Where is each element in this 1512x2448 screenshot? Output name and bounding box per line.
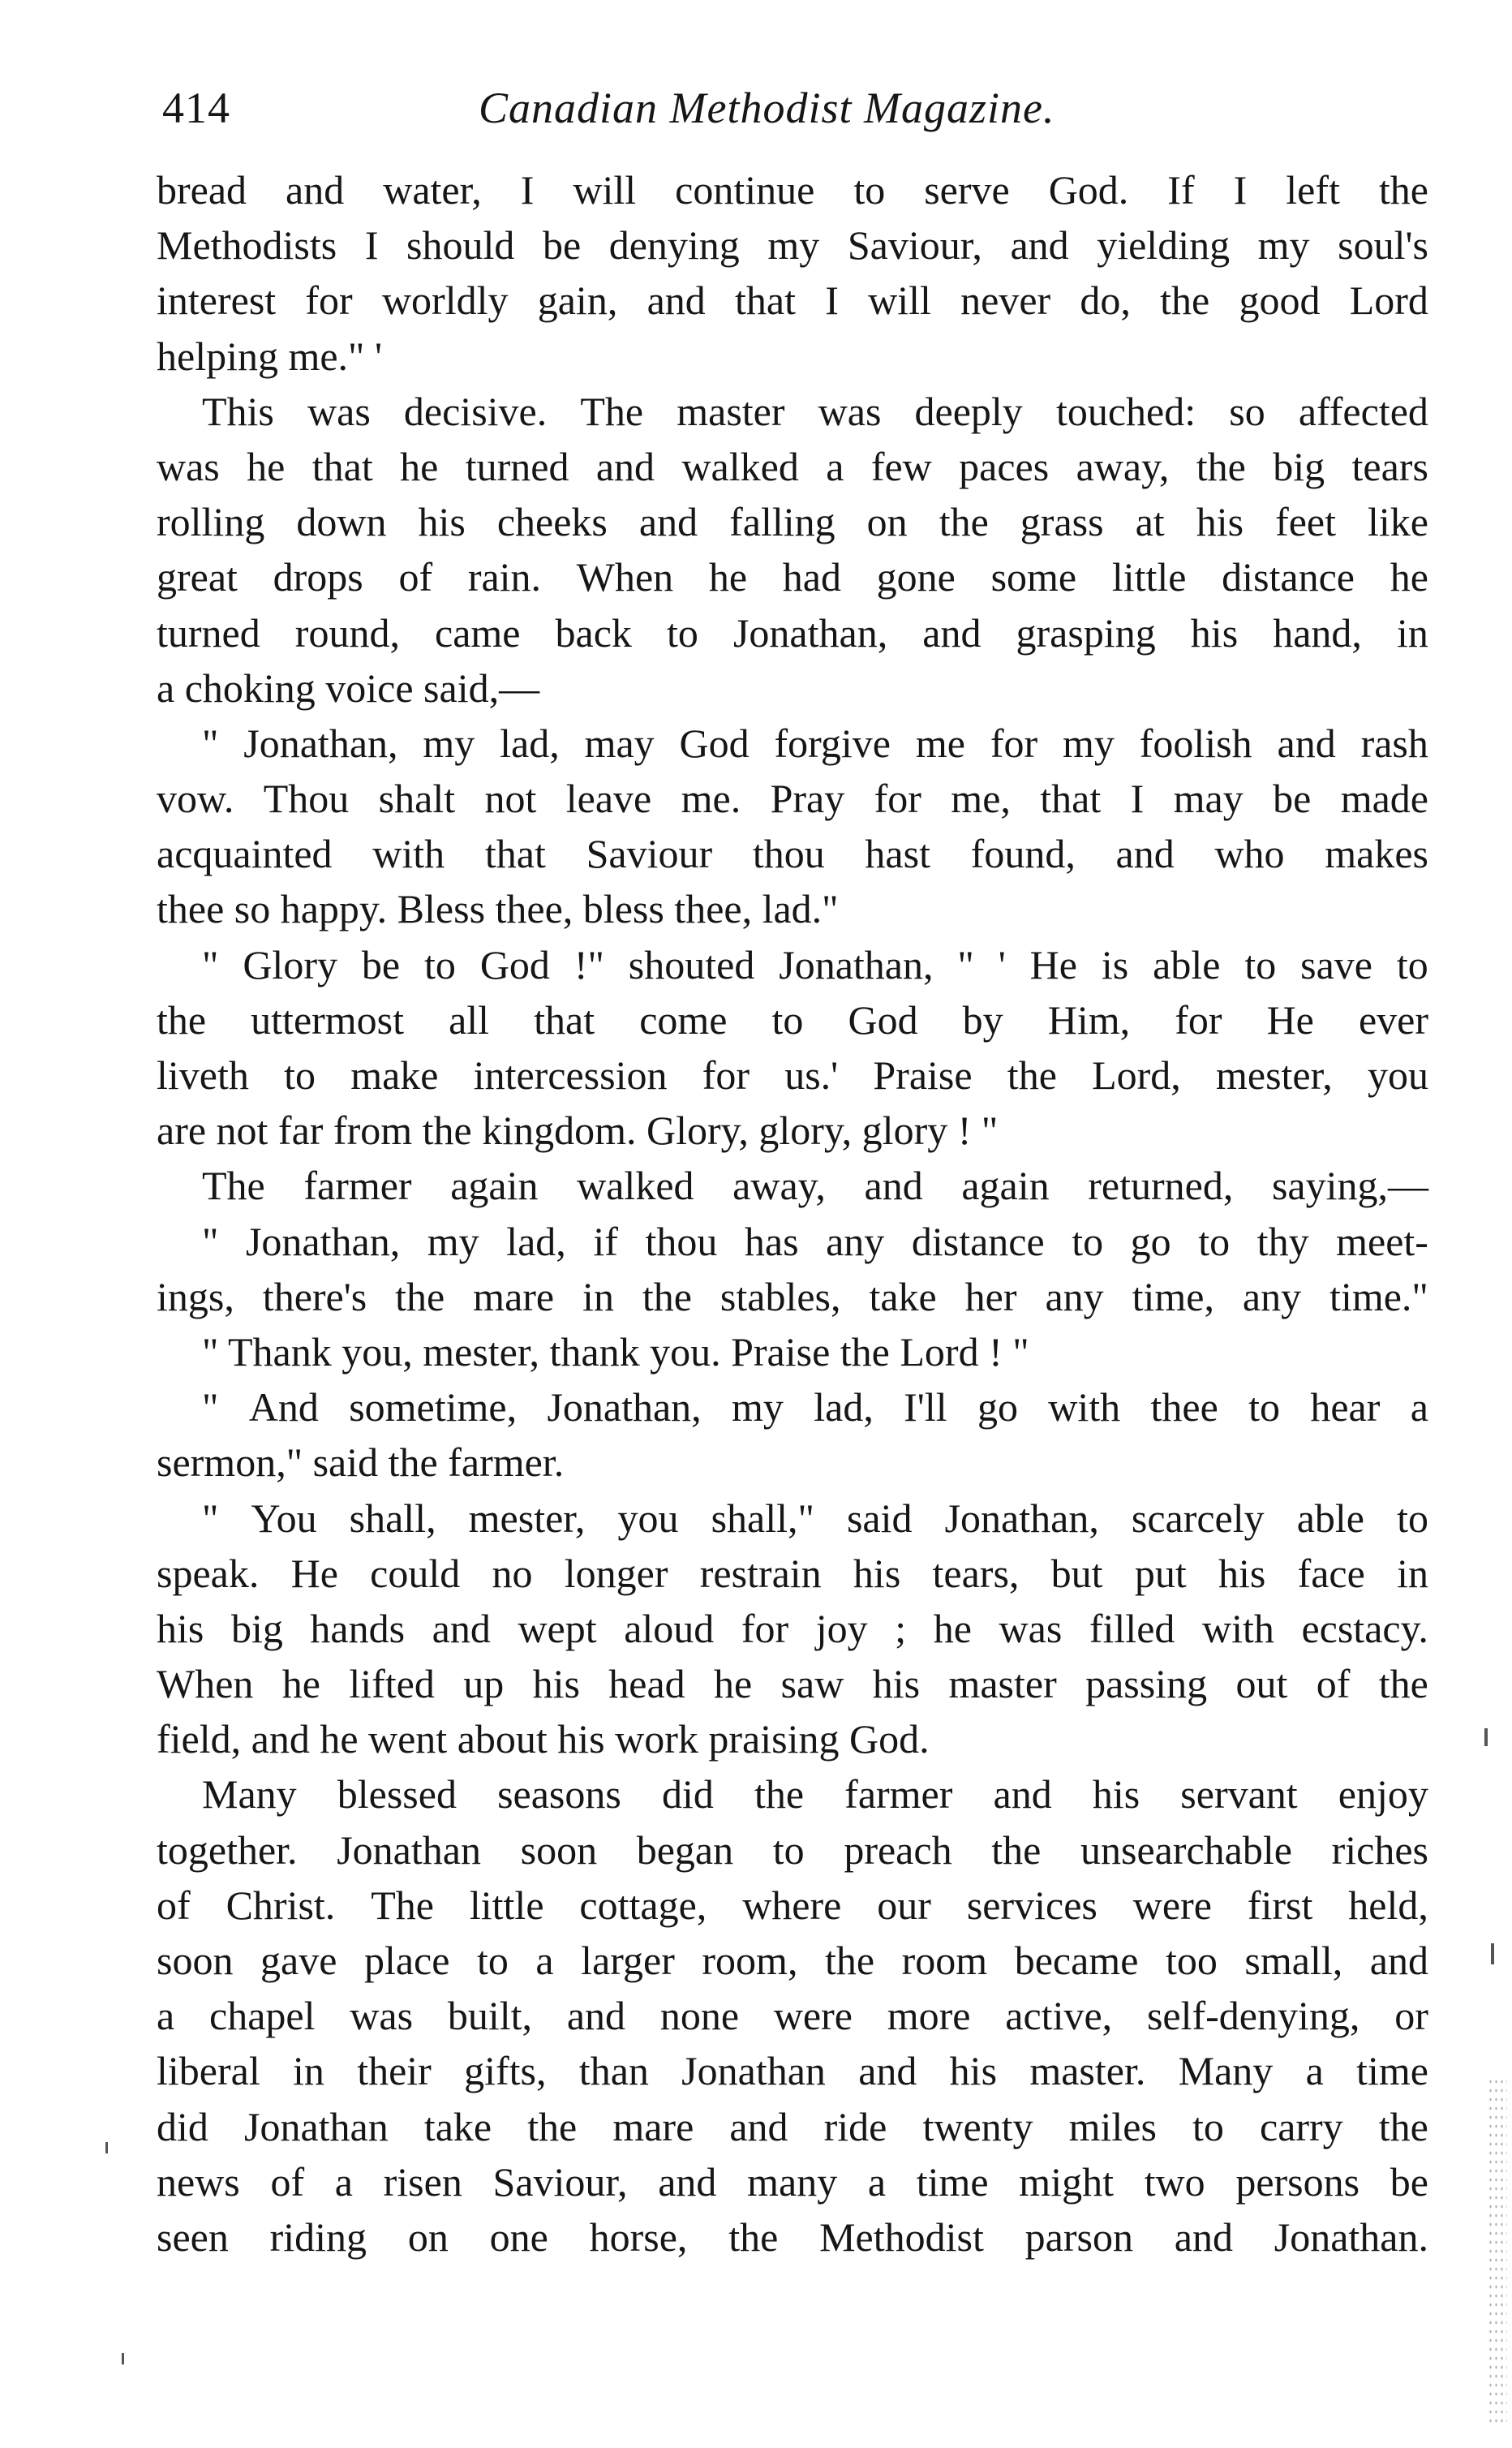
text-line: When he lifted up his head he saw his master passing out of the: [157, 1661, 1428, 1707]
text-line: was he that he turned and walked a few paces away, the big tears: [157, 443, 1428, 489]
text-line: thee so happy. Bless thee, bless thee, lad.": [157, 886, 839, 932]
text-line: vow. Thou shalt not leave me. Pray for me, that I may be made: [157, 776, 1428, 822]
text-line: a choking voice said,—: [157, 665, 540, 711]
body-text: [157, 162, 1428, 2265]
margin-speck: [122, 2353, 124, 2364]
text-line: liberal in their gifts, than Jonathan and his master. Many a time: [157, 2048, 1428, 2094]
text-line: speak. He could no longer restrain his tears, but put his face in: [157, 1550, 1428, 1596]
text-line: news of a risen Saviour, and many a time might two persons be: [157, 2158, 1428, 2205]
text-line: rolling down his cheeks and falling on the grass at his feet like: [157, 499, 1428, 545]
page-header: [162, 71, 1428, 144]
text-line: " Jonathan, my lad, may God forgive me for my foolish and rash: [202, 720, 1428, 766]
text-line: " You shall, mester, you shall," said Jonathan, scarcely able to: [202, 1495, 1428, 1541]
text-line: acquainted with that Saviour thou hast found, and who makes: [157, 831, 1428, 877]
text-line: Many blessed seasons did the farmer and his servant enjoy: [202, 1771, 1428, 1818]
text-line: interest for worldly gain, and that I will never do, the good Lord: [157, 277, 1428, 324]
text-line: his big hands and wept aloud for joy ; he was filled with ecstacy.: [157, 1605, 1428, 1651]
text-line: sermon," said the farmer.: [157, 1439, 565, 1486]
margin-speck: [1484, 1728, 1488, 1746]
text-line: the uttermost all that come to God by Him, for He ever: [157, 996, 1428, 1043]
text-line: soon gave place to a larger room, the room became too small, and: [157, 1938, 1428, 1983]
text-line: did Jonathan take the mare and ride twenty miles to carry the: [157, 2103, 1428, 2149]
text-line: together. Jonathan soon began to preach the unsearchable riches: [157, 1826, 1428, 1873]
margin-speck: [105, 2142, 108, 2153]
text-line: seen riding on one horse, the Methodist parson and Jonathan.: [157, 2214, 1428, 2260]
text-line: The farmer again walked away, and again returned, saying,—: [202, 1163, 1428, 1209]
running-title: Canadian Methodist Magazine.: [479, 84, 1055, 132]
text-line: " Jonathan, my lad, if thou has any distance to go to thy meet-: [202, 1218, 1428, 1264]
text-line: helping me." ': [157, 333, 382, 379]
text-line: " And sometime, Jonathan, my lad, I'll go with thee to hear a: [202, 1384, 1428, 1431]
text-line: turned round, came back to Jonathan, and grasping his hand, in: [157, 609, 1428, 656]
text-line: Methodists I should be denying my Saviour, and yielding my soul's: [157, 222, 1428, 269]
text-line: liveth to make intercession for us.' Praise the Lord, mester, you: [157, 1052, 1428, 1098]
gutter-specks: [1488, 2077, 1507, 2426]
text-line: " Thank you, mester, thank you. Praise the Lord ! ": [202, 1328, 1029, 1375]
text-line: field, and he went about his work praising God.: [157, 1716, 930, 1762]
page-number: 414: [162, 84, 230, 132]
text-line: of Christ. The little cottage, where our services were first held,: [157, 1882, 1428, 1928]
text-line: great drops of rain. When he had gone some little distance he: [157, 554, 1428, 600]
text-line: This was decisive. The master was deeply touched: so affected: [202, 388, 1428, 434]
text-line: a chapel was built, and none were more active, self-denying, or: [157, 1993, 1428, 2039]
text-line: bread and water, I will continue to serve God. If I left the: [157, 167, 1428, 213]
text-line: " Glory be to God !" shouted Jonathan, " ' He is able to save to: [202, 941, 1428, 987]
text-line: are not far from the kingdom. Glory, glory, glory ! ": [157, 1108, 999, 1154]
margin-speck: [1491, 1943, 1494, 1964]
text-line: ings, there's the mare in the stables, take her any time, any time.": [157, 1273, 1428, 1319]
